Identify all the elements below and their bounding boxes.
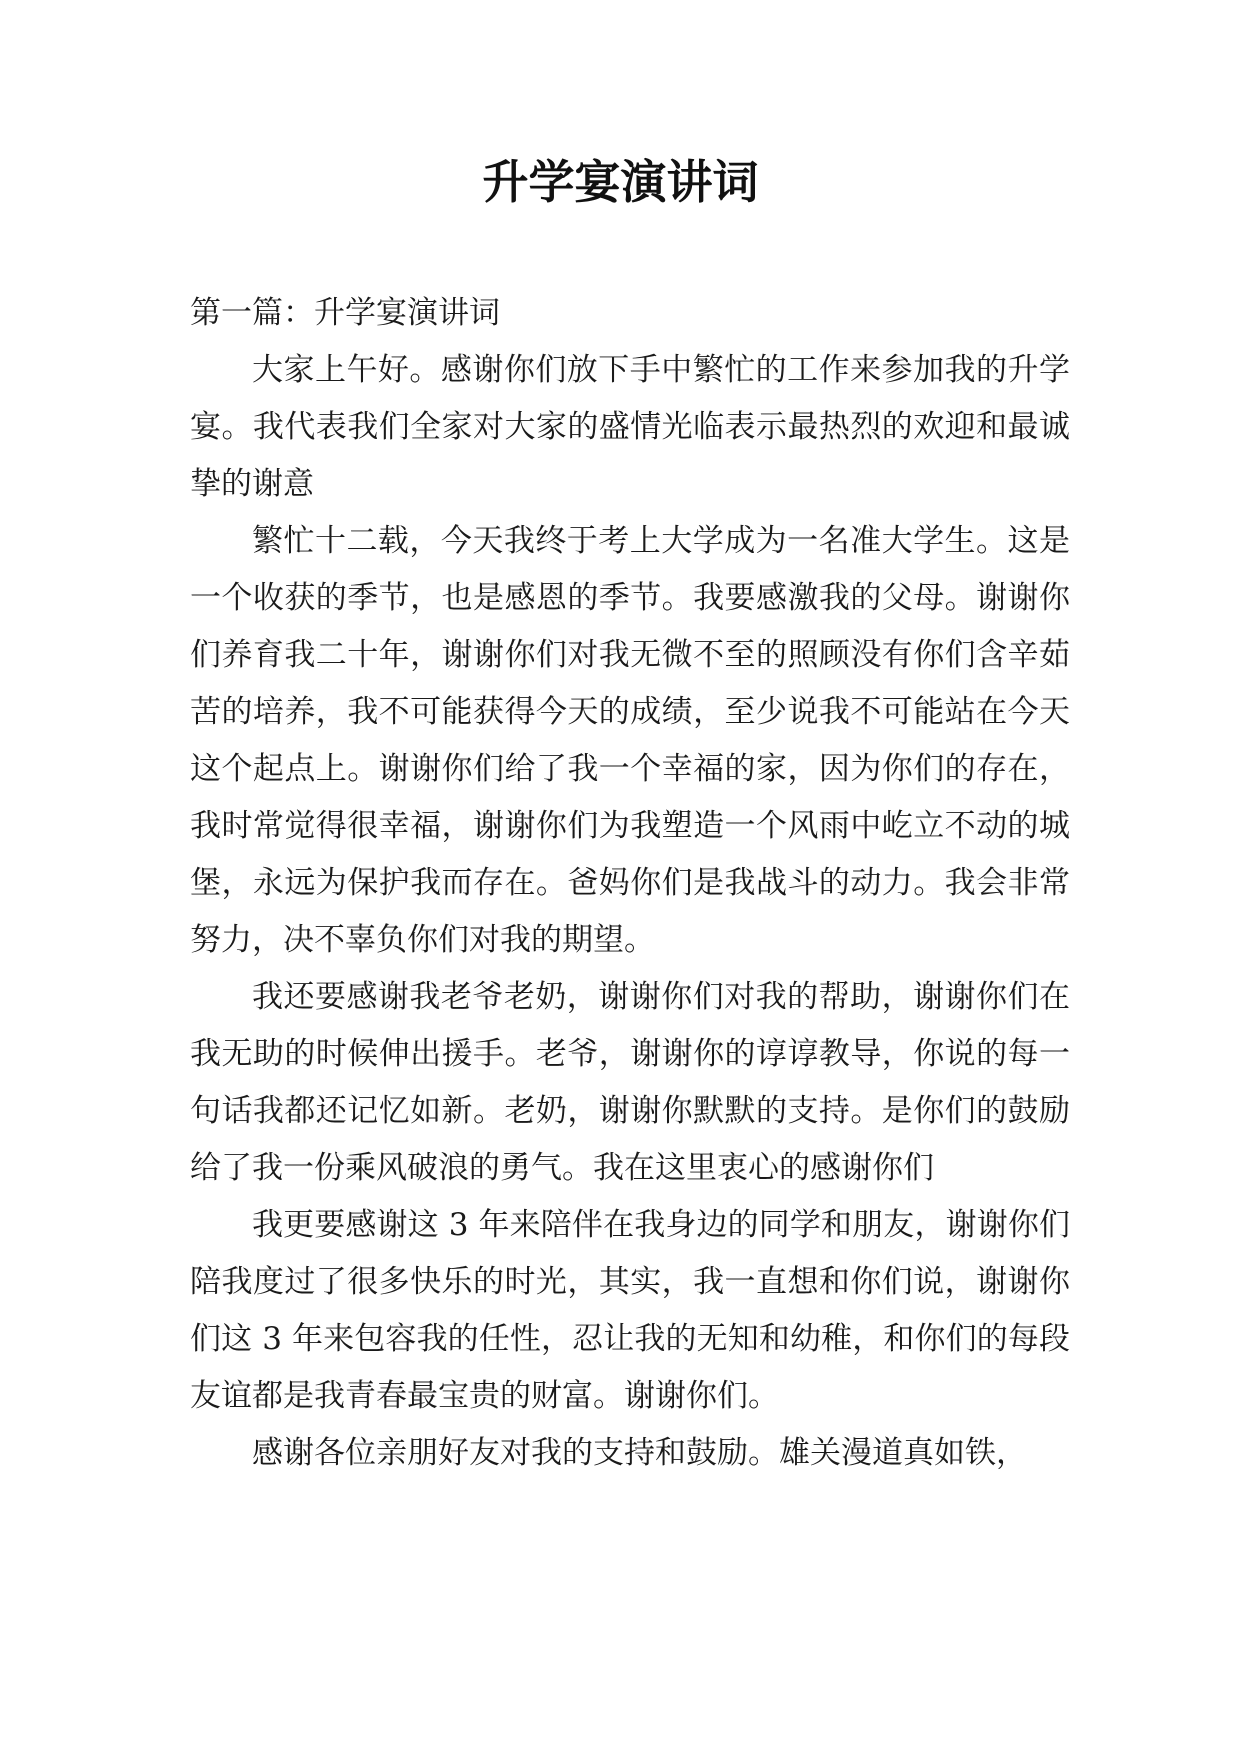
paragraph: 感谢各位亲朋好友对我的支持和鼓励。雄关漫道真如铁， [252,1435,1027,1471]
paragraph: 我还要感谢我老爷老奶，谢谢你们对我的帮助，谢谢你们在我无助的时候伸出援手。老爷，谢谢你的谆谆教导，你说的每一句话我都还记忆如新。老奶，谢谢你默默的支持。是你们的鼓励给了我一份乘风破浪的勇气。我在这里衷心的感谢你们 [190,979,1070,1186]
paragraph: 繁忙十二载，今天我终于考上大学成为一名准大学生。这是一个收获的季节，也是感恩的季节。我要感激我的父母。谢谢你们养育我二十年，谢谢你们对我无微不至的照顾没有你们含辛茹苦的培养，我不可能获得今天的成绩，至少说我不可能站在今天这个起点上。谢谢你们给了我一个幸福的家，因为你们的存在，我时常觉得很幸福，谢谢你们为我塑造一个风雨中屹立不动的城堡，永远为保护我而存在。爸妈你们是我战斗的动力。我会非常努力，决不辜负你们对我的期望。 [190,523,1070,958]
paragraph: 我更要感谢这 3 年来陪伴在我身边的同学和朋友，谢谢你们陪我度过了很多快乐的时光，其实，我一直想和你们说，谢谢你们这 3 年来包容我的任性，忍让我的无知和幼稚，和你们的每段友谊都是我青春最宝贵的财富。谢谢你们。 [190,1207,1070,1414]
section-heading: 第一篇：升学宴演讲词 [190,295,500,331]
paragraph: 大家上午好。感谢你们放下手中繁忙的工作来参加我的升学宴。我代表我们全家对大家的盛情光临表示最热烈的欢迎和最诚挚的谢意 [190,352,1070,502]
document-body [190,285,1070,1482]
document-title: 升学宴演讲词 [482,155,759,209]
